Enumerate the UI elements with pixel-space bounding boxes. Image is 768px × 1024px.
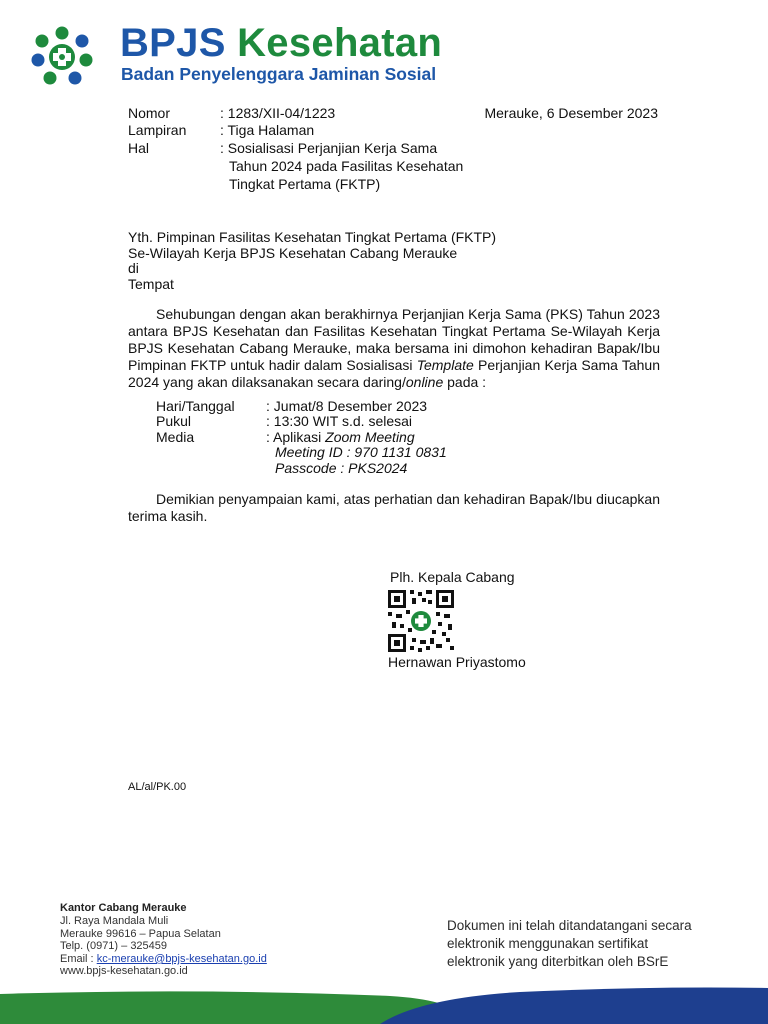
brand-name — [120, 22, 442, 64]
body-text-2: Perjanjian Kerja Sama Tahun 2024 yang akan dilaksanakan secara daring/ — [128, 357, 660, 390]
recipient-line1: Yth. Pimpinan Fasilitas Kesehatan Tingkat Pertama (FKTP) — [128, 229, 497, 245]
footer-address1: Jl. Raya Mandala Muli — [60, 915, 169, 927]
footer-email-link[interactable]: kc-merauke@bpjs-kesehatan.go.id — [96, 953, 267, 965]
body-italic-online: online — [405, 374, 444, 390]
recipient-line4: Tempat — [128, 276, 174, 292]
hal-value-line2: Tahun 2024 pada Fasilitas Kesehatan — [229, 158, 464, 174]
body-text-1: Sehubungan dengan akan berakhirnya Perjanjian Kerja Sama (PKS) Tahun 2023 antara BPJS Kesehatan dan Fasilitas Kesehatan Tingkat Pertama Se-Wilayah Kerja BPJS Kesehatan Cabang Merauke, maka bersama ini dimohon kehadiran Bapak/Ibu Pimpinan FKTP untuk hadir dalam Sosialisasi — [128, 306, 660, 373]
body-italic-template: Template — [416, 357, 474, 373]
bpjs-logo-icon — [30, 24, 94, 88]
signature-name: Hernawan Priyastomo — [388, 654, 526, 670]
hari-label: Hari/Tanggal — [156, 398, 235, 414]
hal-value-line3: Tingkat Pertama (FKTP) — [229, 176, 381, 192]
footer-website: www.bpjs-kesehatan.go.id — [60, 965, 188, 977]
footer-email-label: Email : — [60, 953, 97, 965]
lampiran-label: Lampiran — [128, 122, 187, 138]
bsre-line2: elektronik menggunakan sertifikat — [447, 936, 649, 951]
footer-office — [60, 902, 187, 916]
body-paragraph — [128, 306, 660, 391]
bsre-line1: Dokumen ini telah ditandatangani secara — [447, 918, 692, 933]
qr-code-icon — [388, 590, 454, 652]
footer-phone: Telp. (0971) – 325459 — [60, 940, 168, 952]
nomor-label: Nomor — [128, 105, 171, 121]
media-zoom: Zoom Meeting — [325, 429, 415, 445]
pukul-value: : 13:30 WIT s.d. selesai — [266, 413, 413, 429]
reference-code: AL/al/PK.00 — [128, 781, 187, 793]
nomor-value: : 1283/XII-04/1223 — [220, 105, 336, 121]
footer-office-title: Kantor Cabang Merauke — [60, 902, 187, 914]
closing-paragraph: Demikian penyampaian kami, atas perhatian dan kehadiran Bapak/Ibu diucapkan terima kasih. — [128, 491, 660, 524]
bsre-notice — [447, 917, 747, 971]
meeting-id: Meeting ID : 970 1131 0831 — [275, 444, 447, 460]
signature-title: Plh. Kepala Cabang — [390, 569, 515, 585]
recipient-line3: di — [128, 260, 139, 276]
footer-wave — [0, 984, 768, 1024]
media-label: Media — [156, 429, 195, 445]
pukul-label: Pukul — [156, 413, 192, 429]
body-text-3: pada : — [443, 374, 487, 390]
recipient-line2: Se-Wilayah Kerja BPJS Kesehatan Cabang Merauke — [128, 245, 458, 261]
footer-address2: Merauke 99616 – Papua Selatan — [60, 928, 221, 940]
bsre-line3: elektronik yang diterbitkan oleh BSrE — [447, 954, 669, 969]
brand-tagline: Badan Penyelenggara Jaminan Sosial — [121, 64, 437, 84]
hal-value-line1: : Sosialisasi Perjanjian Kerja Sama — [220, 140, 438, 156]
brand-kesehatan: Kesehatan — [237, 21, 443, 65]
lampiran-value: : Tiga Halaman — [220, 122, 315, 138]
letter-date: Merauke, 6 Desember 2023 — [484, 105, 658, 121]
brand-bpjs: BPJS — [120, 21, 226, 65]
hal-label: Hal — [128, 140, 150, 156]
hari-value: : Jumat/8 Desember 2023 — [266, 398, 428, 414]
media-prefix: : Aplikasi — [266, 429, 326, 445]
passcode: Passcode : PKS2024 — [275, 460, 408, 476]
